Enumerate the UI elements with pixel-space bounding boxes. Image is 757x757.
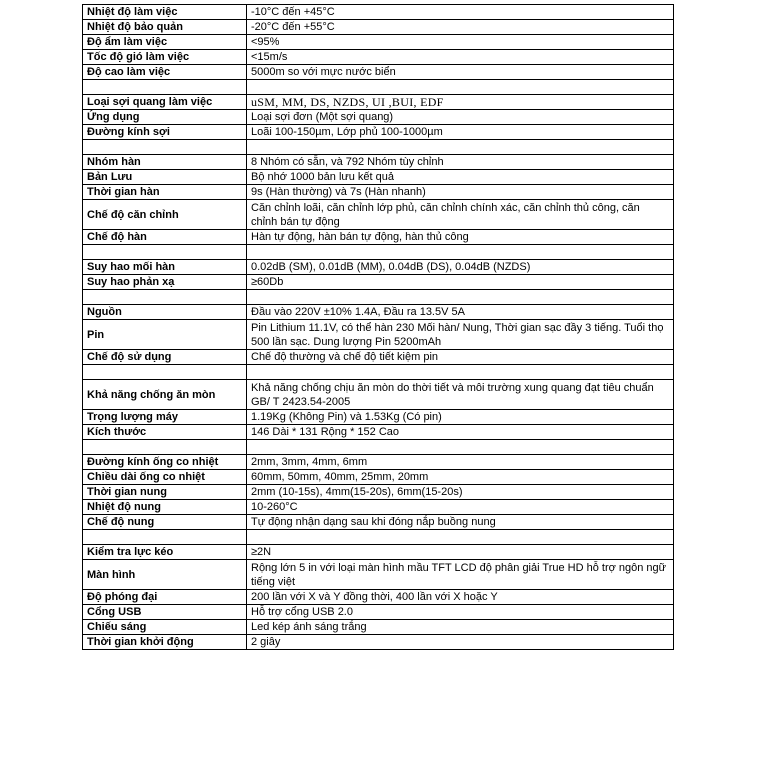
spec-row bbox=[83, 455, 674, 470]
spec-row bbox=[83, 635, 674, 650]
spec-value: Chế độ thường và chế độ tiết kiệm pin bbox=[247, 350, 674, 365]
spec-row bbox=[83, 515, 674, 530]
spec-value: 200 lần với X và Y đồng thời, 400 lần với X hoặc Y bbox=[247, 590, 674, 605]
spec-row bbox=[83, 350, 674, 365]
spec-row bbox=[83, 170, 674, 185]
spec-label: Độ phóng đại bbox=[83, 590, 247, 605]
spec-value: <95% bbox=[247, 35, 674, 50]
spec-row bbox=[83, 500, 674, 515]
spacer-row bbox=[83, 530, 674, 545]
spec-value: 0.02dB (SM), 0.01dB (MM), 0.04dB (DS), 0.04dB (NZDS) bbox=[247, 260, 674, 275]
spec-value: 10-260°C bbox=[247, 500, 674, 515]
spacer-cell bbox=[83, 530, 247, 545]
spec-label: Cổng USB bbox=[83, 605, 247, 620]
spec-row bbox=[83, 95, 674, 110]
spec-value: Căn chỉnh loãi, căn chỉnh lớp phủ, căn chỉnh chính xác, căn chỉnh thủ công, căn chỉnh bán tự động bbox=[247, 200, 674, 230]
spec-label: Bản Lưu bbox=[83, 170, 247, 185]
spec-label: Tốc độ gió làm việc bbox=[83, 50, 247, 65]
spacer-cell bbox=[247, 245, 674, 260]
spec-row bbox=[83, 410, 674, 425]
spec-value: Khả năng chống chịu ăn mòn do thời tiết và môi trường xung quang đạt tiêu chuẩn GB/ T 2423.54-2005 bbox=[247, 380, 674, 410]
spec-label: Thời gian hàn bbox=[83, 185, 247, 200]
spec-row bbox=[83, 5, 674, 20]
spacer-cell bbox=[83, 440, 247, 455]
spacer-cell bbox=[247, 290, 674, 305]
spec-value: 2mm (10-15s), 4mm(15-20s), 6mm(15-20s) bbox=[247, 485, 674, 500]
spec-row bbox=[83, 125, 674, 140]
spec-label: Nhóm hàn bbox=[83, 155, 247, 170]
spacer-row bbox=[83, 80, 674, 95]
spec-label: Trọng lượng máy bbox=[83, 410, 247, 425]
spec-value: Hỗ trợ cổng USB 2.0 bbox=[247, 605, 674, 620]
spec-label: Đường kính ống co nhiệt bbox=[83, 455, 247, 470]
spec-label: Loại sợi quang làm việc bbox=[83, 95, 247, 110]
spacer-cell bbox=[247, 365, 674, 380]
spacer-cell bbox=[83, 80, 247, 95]
spec-label: Nguồn bbox=[83, 305, 247, 320]
spec-value: 8 Nhóm có sẵn, và 792 Nhóm tùy chỉnh bbox=[247, 155, 674, 170]
spec-label: Pin bbox=[83, 320, 247, 350]
spacer-row bbox=[83, 140, 674, 155]
spec-value: Rộng lớn 5 in với loại màn hình mầu TFT LCD độ phân giải True HD hỗ trợ ngôn ngữ tiếng việt bbox=[247, 560, 674, 590]
spec-value: 2mm, 3mm, 4mm, 6mm bbox=[247, 455, 674, 470]
spacer-cell bbox=[247, 80, 674, 95]
spec-value: 2 giây bbox=[247, 635, 674, 650]
spec-row bbox=[83, 425, 674, 440]
spec-value: Tự động nhận dạng sau khi đóng nắp buồng nung bbox=[247, 515, 674, 530]
spacer-row bbox=[83, 440, 674, 455]
spec-label: Chế độ nung bbox=[83, 515, 247, 530]
spec-value: ≥2N bbox=[247, 545, 674, 560]
spec-label: Kích thước bbox=[83, 425, 247, 440]
spec-label: Đường kính sợi bbox=[83, 125, 247, 140]
spec-row bbox=[83, 605, 674, 620]
spec-label: Thời gian khởi động bbox=[83, 635, 247, 650]
spec-row bbox=[83, 560, 674, 590]
spec-label: Thời gian nung bbox=[83, 485, 247, 500]
spec-label: Ứng dụng bbox=[83, 110, 247, 125]
spacer-row bbox=[83, 245, 674, 260]
spec-value: Pin Lithium 11.1V, có thể hàn 230 Mối hàn/ Nung, Thời gian sạc đầy 3 tiếng. Tuổi thọ 500 lần sạc. Dung lượng Pin 5200mAh bbox=[247, 320, 674, 350]
spec-value: 9s (Hàn thường) và 7s (Hàn nhanh) bbox=[247, 185, 674, 200]
spec-row bbox=[83, 65, 674, 80]
spec-value: Loại sợi đơn (Một sợi quang) bbox=[247, 110, 674, 125]
spec-row bbox=[83, 185, 674, 200]
spec-value: 60mm, 50mm, 40mm, 25mm, 20mm bbox=[247, 470, 674, 485]
spec-row bbox=[83, 305, 674, 320]
spacer-cell bbox=[247, 530, 674, 545]
spec-value: Đầu vào 220V ±10% 1.4A, Đầu ra 13.5V 5A bbox=[247, 305, 674, 320]
spec-label: Chế độ hàn bbox=[83, 230, 247, 245]
spacer-row bbox=[83, 290, 674, 305]
spec-label: Độ cao làm việc bbox=[83, 65, 247, 80]
spacer-cell bbox=[83, 140, 247, 155]
spec-row bbox=[83, 470, 674, 485]
spec-label: Nhiệt độ bảo quản bbox=[83, 20, 247, 35]
spec-label: Suy hao mối hàn bbox=[83, 260, 247, 275]
specification-table bbox=[82, 4, 674, 650]
spec-value: <15m/s bbox=[247, 50, 674, 65]
spec-label: Chế độ sử dụng bbox=[83, 350, 247, 365]
specification-table-body bbox=[83, 5, 674, 650]
spacer-cell bbox=[247, 140, 674, 155]
spacer-cell bbox=[83, 245, 247, 260]
spec-row bbox=[83, 155, 674, 170]
spec-value: Bộ nhớ 1000 bản lưu kết quả bbox=[247, 170, 674, 185]
spacer-row bbox=[83, 365, 674, 380]
spacer-cell bbox=[83, 365, 247, 380]
spec-label: Kiểm tra lực kéo bbox=[83, 545, 247, 560]
spec-row bbox=[83, 320, 674, 350]
spec-row bbox=[83, 485, 674, 500]
spec-row bbox=[83, 20, 674, 35]
spacer-cell bbox=[247, 440, 674, 455]
spec-label: Chiếu sáng bbox=[83, 620, 247, 635]
spec-row bbox=[83, 590, 674, 605]
spec-label: Suy hao phản xạ bbox=[83, 275, 247, 290]
spec-label: Chế độ căn chỉnh bbox=[83, 200, 247, 230]
spec-value: 146 Dài * 131 Rộng * 152 Cao bbox=[247, 425, 674, 440]
spec-value: 5000m so với mực nước biển bbox=[247, 65, 674, 80]
spec-value: Led kép ánh sáng trắng bbox=[247, 620, 674, 635]
spec-label: Chiều dài ống co nhiệt bbox=[83, 470, 247, 485]
spec-row bbox=[83, 50, 674, 65]
spec-value: -20°C đến +55°C bbox=[247, 20, 674, 35]
spec-row bbox=[83, 230, 674, 245]
spec-value: ≥60Db bbox=[247, 275, 674, 290]
spec-row bbox=[83, 620, 674, 635]
spec-label: Nhiệt độ nung bbox=[83, 500, 247, 515]
spec-row bbox=[83, 275, 674, 290]
spec-label: Màn hình bbox=[83, 560, 247, 590]
spec-label: Nhiệt độ làm việc bbox=[83, 5, 247, 20]
spec-row bbox=[83, 110, 674, 125]
spacer-cell bbox=[83, 290, 247, 305]
spec-value: uSM, MM, DS, NZDS, UI ,BUI, EDF bbox=[247, 95, 674, 110]
spec-row bbox=[83, 200, 674, 230]
spec-value: Loãi 100-150µm, Lớp phủ 100-1000µm bbox=[247, 125, 674, 140]
spec-value: Hàn tự động, hàn bán tự động, hàn thủ công bbox=[247, 230, 674, 245]
spec-label: Độ ẩm làm việc bbox=[83, 35, 247, 50]
spec-row bbox=[83, 380, 674, 410]
spec-value: -10°C đến +45°C bbox=[247, 5, 674, 20]
spec-row bbox=[83, 545, 674, 560]
spec-row bbox=[83, 260, 674, 275]
spec-value: 1.19Kg (Không Pin) và 1.53Kg (Có pin) bbox=[247, 410, 674, 425]
spec-label: Khả năng chống ăn mòn bbox=[83, 380, 247, 410]
spec-row bbox=[83, 35, 674, 50]
